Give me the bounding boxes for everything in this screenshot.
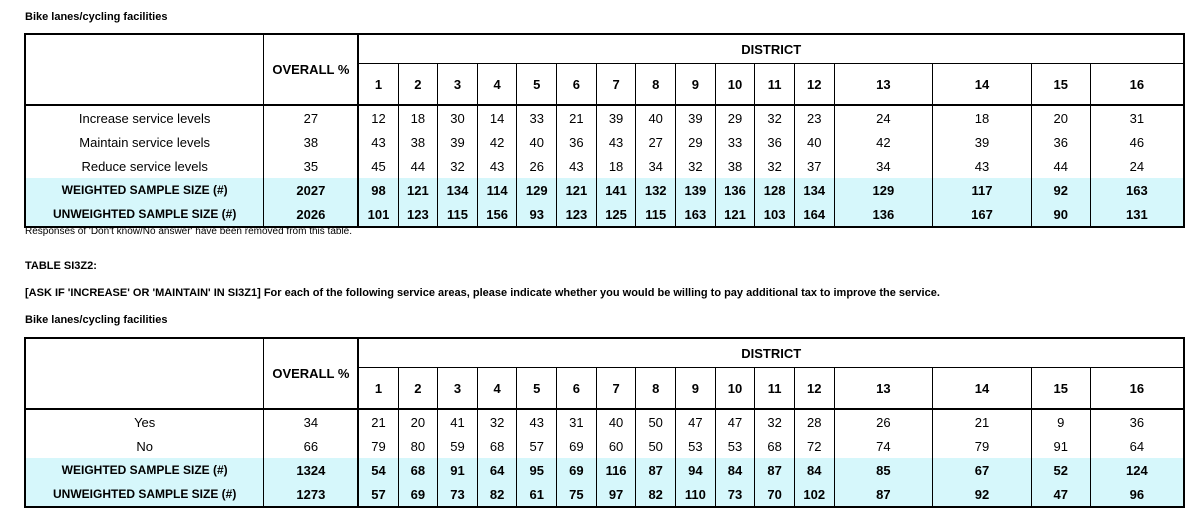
district-value: 40 bbox=[636, 105, 676, 130]
district-value: 115 bbox=[438, 202, 478, 227]
district-number-header: 6 bbox=[557, 64, 597, 106]
district-number-header: 9 bbox=[676, 64, 716, 106]
district-value: 43 bbox=[596, 130, 636, 154]
district-number-header: 16 bbox=[1090, 64, 1184, 106]
district-value: 167 bbox=[933, 202, 1032, 227]
district-value: 136 bbox=[715, 178, 755, 202]
district-number-header: 4 bbox=[477, 368, 517, 410]
district-number-header: 13 bbox=[834, 64, 933, 106]
district-number-header: 1 bbox=[358, 368, 398, 410]
district-number-header: 14 bbox=[933, 368, 1032, 410]
district-value: 31 bbox=[1129, 110, 1145, 126]
district-number-header: 11 bbox=[755, 64, 795, 106]
district-value: 40 bbox=[596, 409, 636, 434]
table2-caption: Bike lanes/cycling facilities bbox=[25, 314, 168, 326]
district-value: 139 bbox=[676, 178, 716, 202]
district-value: 96 bbox=[1090, 482, 1184, 507]
district-number-header: 12 bbox=[794, 64, 834, 106]
district-value: 47 bbox=[715, 409, 755, 434]
district-value: 72 bbox=[794, 434, 834, 458]
overall-header: OVERALL % bbox=[264, 34, 359, 105]
district-value: 36 bbox=[755, 130, 795, 154]
header-blank-cell bbox=[25, 338, 264, 409]
district-value: 37 bbox=[794, 154, 834, 178]
district-value: 64 bbox=[1129, 438, 1145, 454]
district-value: 129 bbox=[834, 178, 933, 202]
district-value: 136 bbox=[834, 202, 933, 227]
district-value: 27 bbox=[636, 130, 676, 154]
header-blank-cell bbox=[25, 34, 264, 105]
district-number-header: 7 bbox=[596, 368, 636, 410]
district-value: 93 bbox=[517, 202, 557, 227]
district-value: 20 bbox=[398, 409, 438, 434]
district-value: 79 bbox=[933, 434, 1032, 458]
district-value: 46 bbox=[1129, 134, 1145, 150]
district-value: 39 bbox=[676, 105, 716, 130]
district-value: 91 bbox=[438, 458, 478, 482]
district-number-header: 15 bbox=[1031, 368, 1090, 410]
district-value: 40 bbox=[794, 130, 834, 154]
district-value: 36 bbox=[1031, 130, 1090, 154]
district-value: 14 bbox=[477, 105, 517, 130]
district-value: 131 bbox=[1090, 202, 1184, 227]
district-number-header: 10 bbox=[715, 368, 755, 410]
district-value: 57 bbox=[517, 434, 557, 458]
district-value: 94 bbox=[676, 458, 716, 482]
row-label: Reduce service levels bbox=[25, 154, 264, 178]
district-number-header: 4 bbox=[477, 64, 517, 106]
row-label: WEIGHTED SAMPLE SIZE (#) bbox=[25, 458, 264, 482]
row-label: Increase service levels bbox=[25, 105, 264, 130]
district-number-header: 11 bbox=[755, 368, 795, 410]
overall-value: 66 bbox=[264, 434, 359, 458]
district-value: 32 bbox=[676, 154, 716, 178]
table2-question: [ASK IF 'INCREASE' OR 'MAINTAIN' IN SI3Z1] For each of the following service areas, please indicate whether you would be willing to pay additional tax to improve the service. bbox=[25, 287, 940, 299]
district-value: 41 bbox=[438, 409, 478, 434]
overall-header: OVERALL % bbox=[264, 338, 359, 409]
district-number-header: 13 bbox=[834, 368, 933, 410]
district-value: 42 bbox=[834, 130, 933, 154]
overall-value: 35 bbox=[264, 154, 359, 178]
district-value: 44 bbox=[1031, 154, 1090, 178]
district-value: 31 bbox=[557, 409, 597, 434]
table2 bbox=[24, 337, 1185, 508]
district-value: 69 bbox=[398, 482, 438, 507]
district-value: 75 bbox=[557, 482, 597, 507]
district-value: 32 bbox=[755, 409, 795, 434]
district-value: 53 bbox=[676, 434, 716, 458]
district-value: 116 bbox=[596, 458, 636, 482]
row-label: Maintain service levels bbox=[25, 130, 264, 154]
district-value: 121 bbox=[557, 178, 597, 202]
district-value: 33 bbox=[517, 105, 557, 130]
district-value: 21 bbox=[933, 409, 1032, 434]
district-value: 21 bbox=[557, 105, 597, 130]
district-value: 79 bbox=[358, 434, 398, 458]
overall-value: 2026 bbox=[264, 202, 359, 227]
district-number-header: 3 bbox=[438, 64, 478, 106]
district-number-header: 14 bbox=[933, 64, 1032, 106]
district-number-header: 8 bbox=[636, 368, 676, 410]
district-value: 18 bbox=[596, 154, 636, 178]
district-value: 92 bbox=[933, 482, 1032, 507]
district-value: 73 bbox=[438, 482, 478, 507]
district-value: 95 bbox=[517, 458, 557, 482]
district-value: 38 bbox=[715, 154, 755, 178]
district-value: 32 bbox=[438, 154, 478, 178]
district-value: 69 bbox=[557, 434, 597, 458]
district-value: 117 bbox=[933, 178, 1032, 202]
district-value: 18 bbox=[398, 105, 438, 130]
district-value: 92 bbox=[1031, 178, 1090, 202]
table2-id: TABLE SI3Z2: bbox=[25, 260, 97, 272]
district-value: 163 bbox=[676, 202, 716, 227]
district-value: 121 bbox=[398, 178, 438, 202]
district-value: 125 bbox=[596, 202, 636, 227]
table-row bbox=[25, 154, 1184, 178]
district-value: 84 bbox=[794, 458, 834, 482]
district-value: 121 bbox=[715, 202, 755, 227]
district-value: 39 bbox=[596, 105, 636, 130]
district-header: DISTRICT bbox=[358, 338, 1184, 368]
district-value: 90 bbox=[1031, 202, 1090, 227]
overall-value: 27 bbox=[264, 105, 359, 130]
district-value: 64 bbox=[477, 458, 517, 482]
overall-value: 2027 bbox=[264, 178, 359, 202]
district-value: 87 bbox=[834, 482, 933, 507]
district-value: 42 bbox=[477, 130, 517, 154]
district-value: 30 bbox=[438, 105, 478, 130]
district-value: 74 bbox=[834, 434, 933, 458]
table-row bbox=[25, 434, 1184, 458]
table-row bbox=[25, 482, 1184, 507]
district-value: 103 bbox=[755, 202, 795, 227]
district-value: 39 bbox=[933, 130, 1032, 154]
district-number-header: 3 bbox=[438, 368, 478, 410]
district-value: 69 bbox=[557, 458, 597, 482]
district-number-header: 5 bbox=[517, 368, 557, 410]
district-value: 34 bbox=[636, 154, 676, 178]
district-value: 43 bbox=[557, 154, 597, 178]
district-value: 54 bbox=[358, 458, 398, 482]
district-value: 68 bbox=[477, 434, 517, 458]
district-value: 29 bbox=[715, 105, 755, 130]
district-value: 38 bbox=[398, 130, 438, 154]
district-value: 32 bbox=[477, 409, 517, 434]
district-value: 28 bbox=[794, 409, 834, 434]
overall-value: 1273 bbox=[264, 482, 359, 507]
district-value: 101 bbox=[358, 202, 398, 227]
district-number-header: 6 bbox=[557, 368, 597, 410]
district-value: 123 bbox=[398, 202, 438, 227]
overall-value: 1324 bbox=[264, 458, 359, 482]
district-value: 163 bbox=[1090, 178, 1184, 202]
district-value: 40 bbox=[517, 130, 557, 154]
district-value: 85 bbox=[834, 458, 933, 482]
district-number-header: 15 bbox=[1031, 64, 1090, 106]
table-row bbox=[25, 202, 1184, 227]
table1-caption: Bike lanes/cycling facilities bbox=[25, 11, 168, 23]
district-value: 43 bbox=[358, 130, 398, 154]
district-value: 84 bbox=[715, 458, 755, 482]
district-value: 60 bbox=[596, 434, 636, 458]
district-value: 53 bbox=[715, 434, 755, 458]
district-value: 82 bbox=[636, 482, 676, 507]
district-value: 43 bbox=[933, 154, 1032, 178]
table1-note: Responses of 'Don't know/No answer' have been removed from this table. bbox=[25, 226, 353, 237]
table-row bbox=[25, 458, 1184, 482]
district-value: 32 bbox=[755, 154, 795, 178]
district-value: 156 bbox=[477, 202, 517, 227]
table-row bbox=[25, 130, 1184, 154]
district-value: 50 bbox=[636, 434, 676, 458]
district-value: 43 bbox=[517, 409, 557, 434]
district-number-header: 7 bbox=[596, 64, 636, 106]
row-label: UNWEIGHTED SAMPLE SIZE (#) bbox=[25, 482, 264, 507]
table-row bbox=[25, 178, 1184, 202]
row-label: WEIGHTED SAMPLE SIZE (#) bbox=[25, 178, 264, 202]
district-value: 73 bbox=[715, 482, 755, 507]
district-number-header: 5 bbox=[517, 64, 557, 106]
district-value: 26 bbox=[834, 409, 933, 434]
district-number-header: 2 bbox=[398, 368, 438, 410]
district-number-header: 1 bbox=[358, 64, 398, 106]
district-value: 47 bbox=[1031, 482, 1090, 507]
table-row bbox=[25, 409, 1184, 434]
district-value: 57 bbox=[358, 482, 398, 507]
district-value: 45 bbox=[358, 154, 398, 178]
district-value: 80 bbox=[398, 434, 438, 458]
district-value: 68 bbox=[755, 434, 795, 458]
district-value: 52 bbox=[1031, 458, 1090, 482]
overall-value: 38 bbox=[264, 130, 359, 154]
district-number-header: 10 bbox=[715, 64, 755, 106]
district-value: 110 bbox=[676, 482, 716, 507]
district-value: 33 bbox=[715, 130, 755, 154]
district-value: 24 bbox=[834, 105, 933, 130]
district-value: 87 bbox=[636, 458, 676, 482]
district-value: 21 bbox=[358, 409, 398, 434]
district-value: 67 bbox=[933, 458, 1032, 482]
table-row bbox=[25, 105, 1184, 130]
district-number-header: 12 bbox=[794, 368, 834, 410]
district-value: 164 bbox=[794, 202, 834, 227]
row-label: No bbox=[25, 434, 264, 458]
district-value: 82 bbox=[477, 482, 517, 507]
district-value: 128 bbox=[755, 178, 795, 202]
table1 bbox=[24, 33, 1185, 228]
district-value: 9 bbox=[1031, 409, 1090, 434]
district-value: 44 bbox=[398, 154, 438, 178]
district-value: 91 bbox=[1031, 434, 1090, 458]
row-label: Yes bbox=[25, 409, 264, 434]
district-value: 23 bbox=[794, 105, 834, 130]
district-value: 98 bbox=[358, 178, 398, 202]
district-value: 114 bbox=[477, 178, 517, 202]
district-value: 87 bbox=[755, 458, 795, 482]
row-label: UNWEIGHTED SAMPLE SIZE (#) bbox=[25, 202, 264, 227]
district-value: 70 bbox=[755, 482, 795, 507]
district-value: 141 bbox=[596, 178, 636, 202]
district-number-header: 8 bbox=[636, 64, 676, 106]
district-value: 24 bbox=[1129, 158, 1145, 174]
overall-value: 34 bbox=[264, 409, 359, 434]
district-value: 115 bbox=[636, 202, 676, 227]
district-value: 39 bbox=[438, 130, 478, 154]
district-value: 97 bbox=[596, 482, 636, 507]
district-value: 29 bbox=[676, 130, 716, 154]
district-value: 123 bbox=[557, 202, 597, 227]
district-value: 102 bbox=[794, 482, 834, 507]
district-value: 134 bbox=[794, 178, 834, 202]
district-value: 12 bbox=[358, 105, 398, 130]
district-value: 129 bbox=[517, 178, 557, 202]
district-value: 59 bbox=[438, 434, 478, 458]
district-number-header: 9 bbox=[676, 368, 716, 410]
district-value: 36 bbox=[557, 130, 597, 154]
district-value: 134 bbox=[438, 178, 478, 202]
district-value: 32 bbox=[755, 105, 795, 130]
district-number-header: 2 bbox=[398, 64, 438, 106]
district-number-header: 16 bbox=[1090, 368, 1184, 410]
district-value: 26 bbox=[517, 154, 557, 178]
district-value: 18 bbox=[933, 105, 1032, 130]
district-value: 34 bbox=[834, 154, 933, 178]
district-value: 68 bbox=[398, 458, 438, 482]
district-value: 43 bbox=[477, 154, 517, 178]
district-value: 132 bbox=[636, 178, 676, 202]
district-value: 50 bbox=[636, 409, 676, 434]
district-value: 47 bbox=[676, 409, 716, 434]
district-value: 124 bbox=[1090, 458, 1184, 482]
district-value: 36 bbox=[1129, 414, 1145, 430]
district-value: 61 bbox=[517, 482, 557, 507]
district-header: DISTRICT bbox=[358, 34, 1184, 64]
district-value: 20 bbox=[1031, 105, 1090, 130]
